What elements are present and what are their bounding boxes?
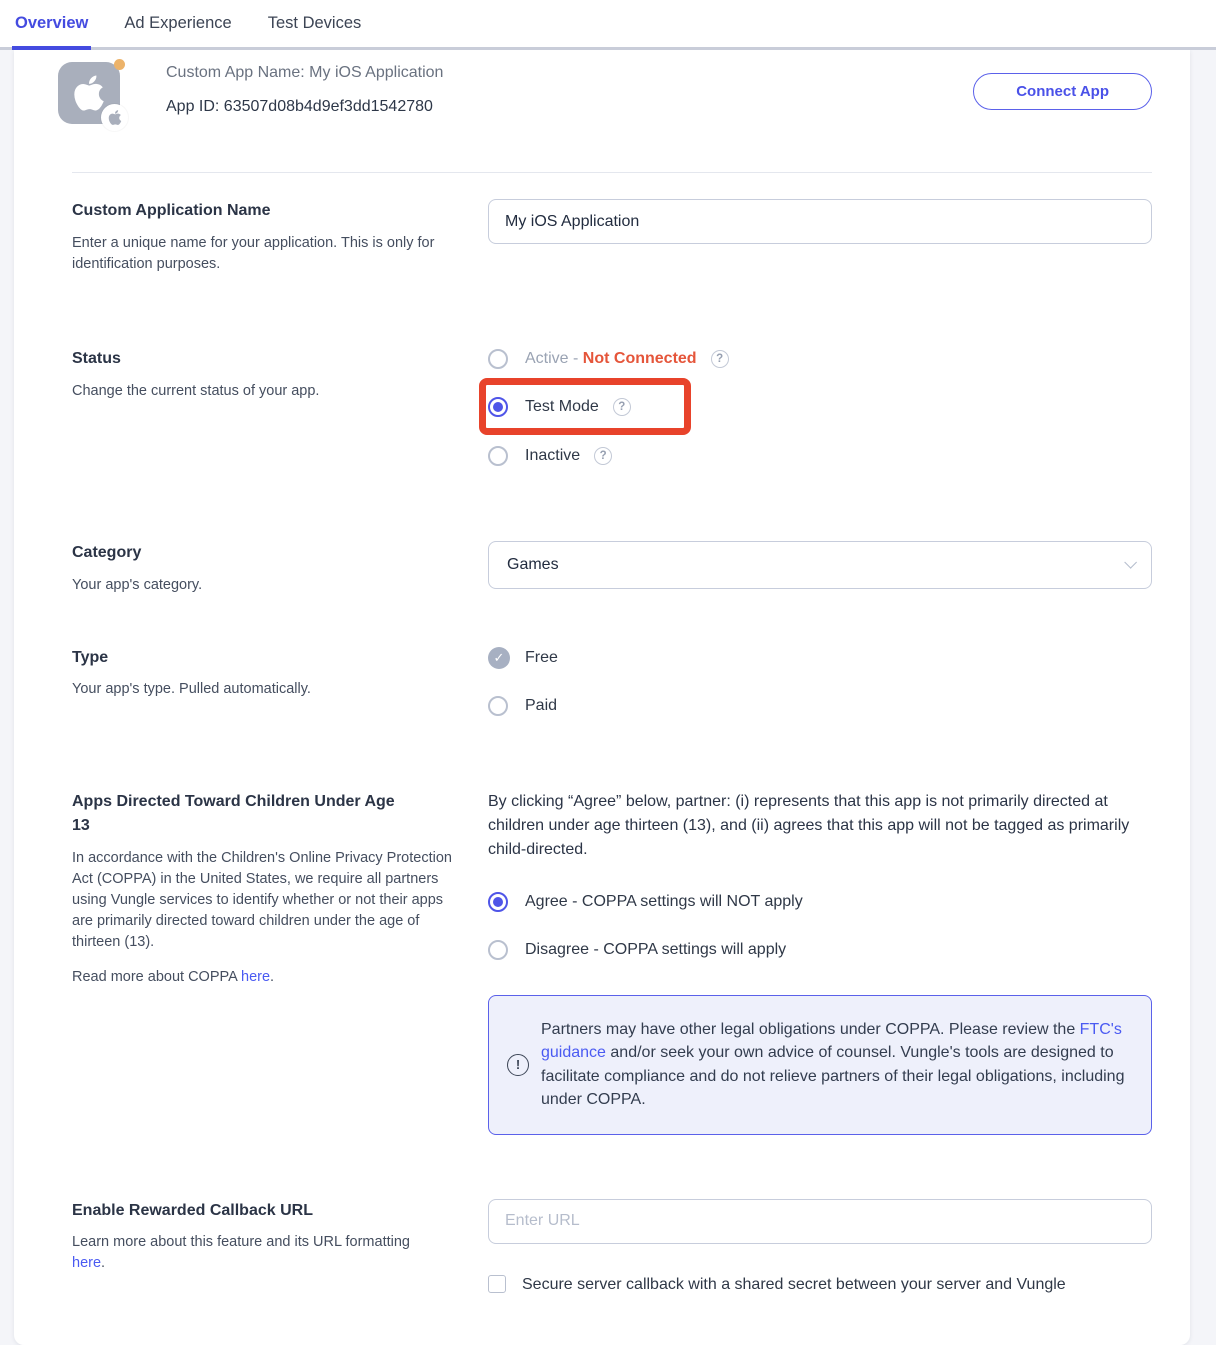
coppa-read-more: Read more about COPPA here. [72,969,275,986]
connect-app-button[interactable]: Connect App [973,73,1152,110]
coppa-disagree-radio[interactable] [488,940,508,960]
callback-here-link[interactable]: here [72,1255,102,1272]
callback-title: Enable Rewarded Callback URL [72,1201,313,1219]
status-inactive-radio[interactable] [488,446,508,466]
type-free-label: Free [525,648,558,666]
secure-callback-row [488,1272,1152,1297]
tab-ad-experience[interactable]: Ad Experience [124,14,232,32]
secure-callback-label: Secure server callback with a shared secret between your server and Vungle [522,1275,1066,1293]
category-description: Your app's category. [72,576,203,593]
coppa-description: In accordance with the Children's Online Privacy Protection Act (COPPA) in the United States, we require all partners using Vungle services to identify whether or not their apps are primarily directed toward children under the age of thirteen (13). [72,850,452,951]
type-option-paid [488,695,1152,717]
app-header-text [166,62,443,116]
status-option-inactive [488,445,1152,467]
category-selected-value: Games [507,555,559,573]
row-type [58,646,1152,743]
coppa-title: Apps Directed Toward Children Under Age 13 [72,792,395,835]
row-coppa [58,790,1152,1135]
category-select[interactable] [488,541,1152,589]
coppa-agree-radio[interactable] [488,892,508,912]
custom-name-title: Custom Application Name [72,202,271,219]
status-test-mode-radio[interactable] [488,397,508,417]
coppa-option-agree [488,891,1152,913]
tab-test-devices[interactable]: Test Devices [267,14,362,32]
coppa-notice-box [488,995,1152,1135]
custom-name-description: Enter a unique name for your application. This is only for identification purposes. [72,234,435,272]
row-status [58,347,1152,493]
secure-callback-checkbox[interactable] [488,1275,506,1293]
apple-platform-badge-icon [101,104,128,131]
custom-app-name-line: Custom App Name: My iOS Application [166,64,444,81]
coppa-disagree-label: Disagree - COPPA settings will apply [525,940,787,958]
custom-application-name-input[interactable] [488,199,1152,244]
row-category [58,541,1152,596]
app-icon-wrap [58,62,120,124]
type-paid-label: Paid [525,696,558,714]
status-active-radio[interactable] [488,349,508,369]
callback-description: Learn more about this feature and its URL formatting here. [72,1234,410,1272]
tab-bar [0,0,1216,50]
type-free-checked-icon: ✓ [488,647,510,669]
status-title: Status [72,349,121,367]
app-settings-card [14,50,1190,1345]
type-option-free [488,647,1152,669]
coppa-option-disagree [488,939,1152,961]
status-option-test-mode [488,396,1152,418]
category-title: Category [72,543,142,561]
help-icon[interactable]: ? [613,398,631,416]
type-paid-radio[interactable] [488,696,508,716]
status-option-active [488,348,1152,370]
alert-icon: ! [507,1054,529,1076]
row-rewarded-callback [58,1199,1152,1297]
status-description: Change the current status of your app. [72,382,320,399]
coppa-notice-text: Partners may have other legal obligations under COPPA. Please review the FTC's guidance and/or seek your own advice of counsel. Vungle's tools are designed to facilitate compliance and do not relieve partners of their legal obligations, including under COPPA. [541,1020,1125,1109]
type-description: Your app's type. Pulled automatically. [72,681,311,698]
status-dot-icon [114,59,125,70]
ftc-guidance-link[interactable]: FTC's guidance [541,1020,1122,1062]
coppa-agree-label: Agree - COPPA settings will NOT apply [525,892,803,910]
row-custom-application-name [58,199,1152,275]
header-divider [72,172,1152,173]
status-test-mode-label: Test Mode [525,397,599,415]
help-icon[interactable]: ? [594,447,612,465]
callback-url-input[interactable] [488,1199,1152,1244]
app-id-line: App ID: 63507d08b4d9ef3dd1542780 [166,98,433,115]
type-title: Type [72,648,109,666]
coppa-here-link[interactable]: here [241,969,271,986]
tab-overview[interactable]: Overview [13,0,90,47]
coppa-agreement-text: By clicking “Agree” below, partner: (i) represents that this app is not primarily directed at children under age thirteen (13), and (ii) agrees that this app will not be tagged as primarily child-directed. [488,792,1130,859]
chevron-down-icon [1124,556,1137,569]
help-icon[interactable]: ? [711,350,729,368]
app-header [58,50,1152,160]
status-inactive-label: Inactive [525,446,581,464]
status-active-label: Active - Not Connected [525,349,697,367]
